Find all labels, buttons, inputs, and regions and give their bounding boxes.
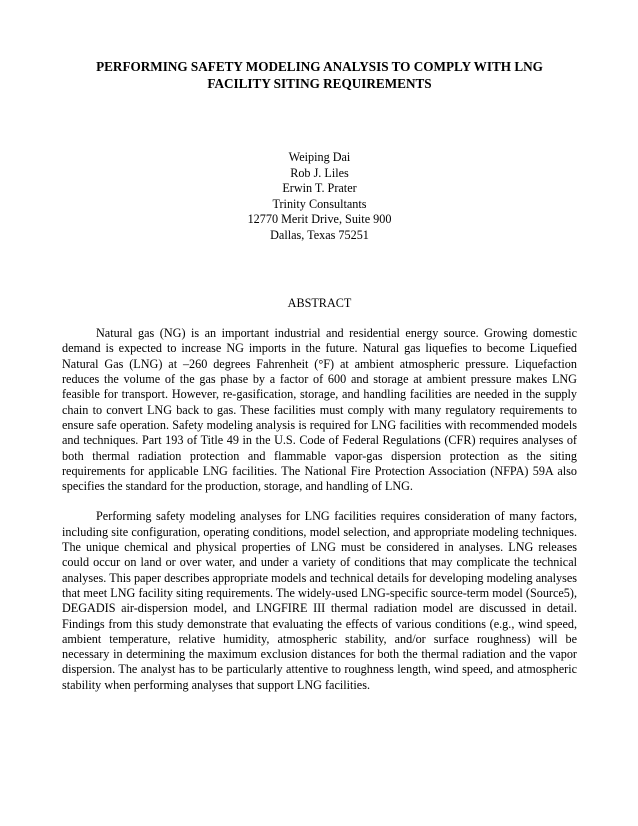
abstract-paragraph: Natural gas (NG) is an important industrial and residential energy source. Growing domestic demand is expected to increase NG imports in the future. Natural gas liquefies to become Liquefied Natural Gas (LNG) at –260 degrees Fahrenheit (°F) at ambient atmospheric pressure. Liquefaction reduces the volume of the gas phase by a factor of 600 and storage at ambient pressure makes LNG feasible for transport. However, re-gasification, storage, and handling facilities are needed in the supply chain to convert LNG back to gas. These facilities must comply with many regulatory requirements to ensure safe operation. Safety modeling analysis is required for LNG facilities with recommended models and techniques. Part 193 of Title 49 in the U.S. Code of Federal Regulations (CFR) requires analyses of both thermal radiation protection and flammable vapor-gas dispersion protection as the siting requirements for applicable LNG facilities. The National Fire Protection Association (NFPA) 59A also specifies the standard for the production, storage, and handling of LNG. <box>62 326 577 494</box>
paper-page <box>62 58 577 693</box>
address-city: Dallas, Texas 75251 <box>270 227 369 242</box>
author-name: Weiping Dai <box>288 150 351 164</box>
abstract-heading: ABSTRACT <box>287 295 352 310</box>
address-street: 12770 Merit Drive, Suite 900 <box>247 212 392 227</box>
title-line-2: FACILITY SITING REQUIREMENTS <box>207 76 432 91</box>
abstract-paragraph: Performing safety modeling analyses for LNG facilities requires consideration of many factors, including site configuration, operating conditions, model selection, and appropriate modeling techniques. The unique chemical and physical properties of LNG must be considered in analyses. LNG releases could occur on land or over water, and under a variety of conditions that may complicate the technical analyses. This paper describes appropriate models and technical details for developing modeling analyses that meet LNG facility siting requirements. The widely-used LNG-specific source-term model (Source5), DEGADIS air-dispersion model, and LNGFIRE III thermal radiation model are discussed in detail. Findings from this study demonstrate that evaluating the effects of various conditions (e.g., wind speed, ambient temperature, relative humidity, atmospheric stability, and/or surface roughness) will be necessary in determining the maximum exclusion distances for both the thermal radiation and the vapor dispersion. The analyst has to be particularly attentive to roughness length, wind speed, and atmospheric stability when performing analyses that support LNG facilities. <box>62 509 577 692</box>
paper-title <box>62 58 577 92</box>
affiliation: Trinity Consultants <box>272 196 367 211</box>
author-name: Rob J. Liles <box>290 165 349 180</box>
title-line-1: PERFORMING SAFETY MODELING ANALYSIS TO COMPLY WITH LNG <box>96 59 543 74</box>
author-block <box>62 150 577 244</box>
author-name: Erwin T. Prater <box>282 181 357 196</box>
